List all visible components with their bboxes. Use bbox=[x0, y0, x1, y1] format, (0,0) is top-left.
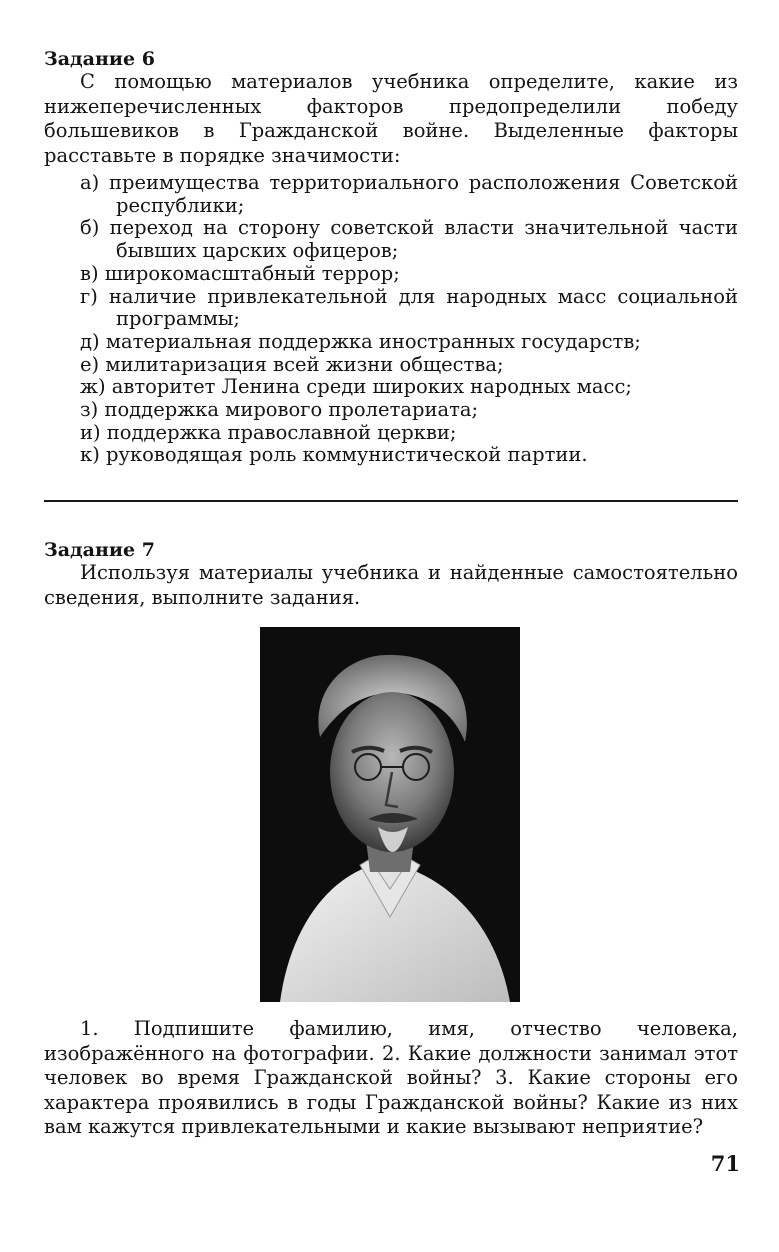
factor-item: и) поддержка православной церкви; bbox=[80, 420, 457, 444]
factor-item: в) широкомасштабный террор; bbox=[80, 261, 400, 285]
portrait-photo bbox=[260, 627, 520, 1002]
factor-item: з) поддержка мирового пролетариата; bbox=[80, 398, 479, 422]
factor-item: е) милитаризация всей жизни общества; bbox=[80, 352, 504, 376]
task-7-intro: Используя материалы учебника и найденные самостоятельно сведения, выполните задания. bbox=[44, 561, 738, 609]
factor-item: б) переход на сторону советской власти значительной части бывших царских офицеров; bbox=[80, 216, 738, 263]
factor-item: ж) авторитет Ленина среди широких народных масс; bbox=[80, 375, 632, 399]
section-divider bbox=[44, 500, 738, 502]
task-6-intro: С помощью материалов учебника определите, какие из нижеперечисленных факторов предопределили победу большевиков в Гражданской войне. Выделенные факторы расставьте в порядке значимости: bbox=[44, 70, 738, 167]
task-7-heading: Задание 7 bbox=[44, 539, 155, 561]
factor-item: г) наличие привлекательной для народных масс социальной программы; bbox=[80, 284, 738, 331]
factor-item: д) материальная поддержка иностранных государств; bbox=[80, 329, 641, 353]
task-6-factor-list bbox=[44, 172, 738, 467]
factor-item: а) преимущества территориального расположения Советской республики; bbox=[80, 171, 738, 217]
task-6-heading: Задание 6 bbox=[44, 48, 155, 70]
factor-item: к) руководящая роль коммунистической партии. bbox=[80, 443, 588, 467]
portrait-illustration bbox=[260, 627, 520, 1002]
page-number: 71 bbox=[710, 1151, 740, 1176]
task-7-questions: 1. Подпишите фамилию, имя, отчество человека, изображённого на фотографии. 2. Какие должности занимал этот человек во время Гражданской войны? 3. Какие стороны его характера проявились в годы Гражданской войны? Какие из них вам кажутся привлекательными и какие вызывают неприятие? bbox=[44, 1017, 738, 1138]
